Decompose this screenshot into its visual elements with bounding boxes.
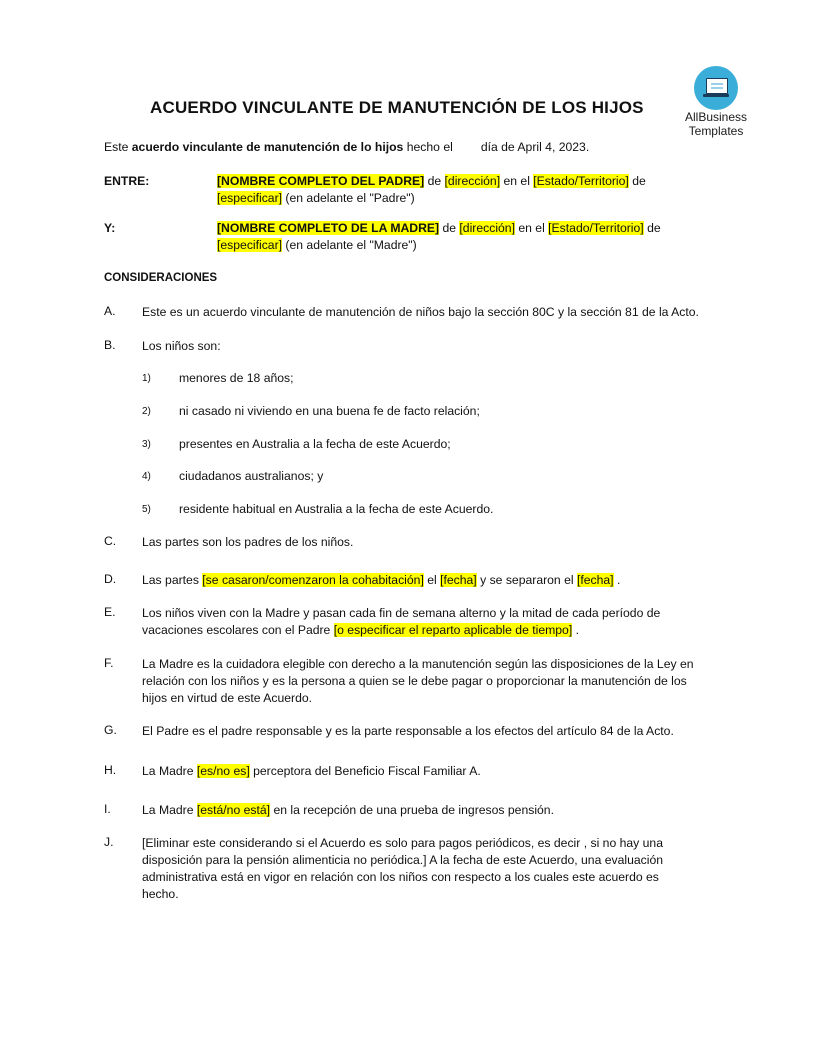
entre-label: ENTRE:	[104, 174, 150, 188]
entre-line-2: [especificar] (en adelante el "Padre")	[217, 191, 415, 205]
marriage-status-placeholder: [se casaron/comenzaron la cohabitación]	[202, 573, 424, 587]
item-d-text: Las partes [se casaron/comenzaron la cohabitación] el [fecha] y se separaron el [fecha] .	[142, 573, 621, 587]
item-j-text: [Eliminar este considerando si el Acuerdo es solo para pagos periódicos, es decir , si no hay una disposición para la pensión alimenticia no periódica.] A la fecha de este Acuerdo, una evaluación administrativa está en vigor en relación con los niños con respecto a los cuales este acuerdo es hecho.	[142, 836, 664, 901]
sub-item-number: 4)	[142, 471, 151, 482]
y-line-1: [NOMBRE COMPLETO DE LA MADRE] de [dirección] en el [Estado/Territorio] de	[217, 221, 661, 235]
item-e-line-2: vacaciones escolares con el Padre [o especificar el reparto aplicable de tiempo] .	[142, 623, 579, 637]
y-line-2: [especificar] (en adelante el "Madre")	[217, 238, 417, 252]
sub-item-text: menores de 18 años;	[179, 371, 294, 385]
item-letter: C.	[104, 534, 117, 548]
item-letter: I.	[104, 802, 111, 816]
mother-name-placeholder: [NOMBRE COMPLETO DE LA MADRE]	[217, 221, 440, 235]
item-e-line-1: Los niños viven con la Madre y pasan cada fin de semana alterno y la mitad de cada período de	[142, 606, 661, 620]
item-letter: D.	[104, 572, 117, 586]
item-letter: J.	[104, 835, 114, 849]
intro-date: día de April 4, 2023.	[480, 140, 590, 154]
considerations-heading: CONSIDERACIONES	[104, 272, 218, 284]
agreement-name: acuerdo vinculante de manutención de lo hijos	[131, 140, 404, 154]
item-i-text: La Madre [está/no está] en la recepción de una prueba de ingresos pensión.	[142, 803, 554, 817]
intro-paragraph: Este acuerdo vinculante de manutención de lo hijos hecho el día de April 4, 2023.	[104, 140, 590, 154]
item-c-text: Las partes son los padres de los niños.	[142, 535, 354, 549]
sub-item-number: 2)	[142, 406, 151, 417]
y-label: Y:	[104, 221, 116, 235]
custody-split-placeholder: [o especificar el reparto aplicable de tiempo]	[333, 623, 573, 637]
father-address-placeholder: [dirección]	[444, 174, 501, 188]
sub-item-text: ciudadanos australianos; y	[179, 469, 324, 483]
sub-item-text: ni casado ni viviendo en una buena fe de facto relación;	[179, 404, 480, 418]
sub-item-number: 5)	[142, 504, 151, 515]
date-placeholder: [fecha]	[576, 573, 614, 587]
sub-item-text: residente habitual en Australia a la fecha de este Acuerdo.	[179, 502, 494, 516]
item-letter: B.	[104, 338, 116, 352]
item-h-text: La Madre [es/no es] perceptora del Beneficio Fiscal Familiar A.	[142, 764, 481, 778]
mother-specify-placeholder: [especificar]	[217, 238, 283, 252]
sub-item-text: presentes en Australia a la fecha de este Acuerdo;	[179, 437, 451, 451]
mother-state-placeholder: [Estado/Territorio]	[548, 221, 644, 235]
benefit-status-placeholder: [es/no es]	[196, 764, 250, 778]
logo-text-line2: Templates	[688, 124, 744, 138]
father-specify-placeholder: [especificar]	[217, 191, 283, 205]
sub-item-number: 1)	[142, 373, 151, 384]
laptop-icon	[694, 66, 738, 110]
father-state-placeholder: [Estado/Territorio]	[533, 174, 629, 188]
mother-address-placeholder: [dirección]	[459, 221, 515, 235]
item-letter: H.	[104, 763, 117, 777]
entre-line-1: [NOMBRE COMPLETO DEL PADRE] de [dirección] en el [Estado/Territorio] de	[217, 174, 646, 188]
pension-status-placeholder: [está/no está]	[196, 803, 271, 817]
document-title: ACUERDO VINCULANTE DE MANUTENCIÓN DE LOS HIJOS	[150, 98, 644, 117]
item-letter: E.	[104, 605, 116, 619]
item-letter: A.	[104, 304, 116, 318]
logo-text-line1: AllBusiness	[684, 110, 748, 124]
item-g-text: El Padre es el padre responsable y es la parte responsable a los efectos del artículo 84 de la Acto.	[142, 724, 674, 738]
item-f-text: La Madre es la cuidadora elegible con derecho a la manutención según las disposiciones de la Ley en relación con los niños y es la persona a quien se le debe pagar o proporcionar la manutención de los hijos en virtud de este Acuerdo.	[142, 657, 694, 705]
sub-item-number: 3)	[142, 439, 151, 450]
item-a-text: Este es un acuerdo vinculante de manutención de niños bajo la sección 80C y la sección 81 de la Acto.	[142, 305, 699, 319]
item-b-text: Los niños son:	[142, 339, 221, 353]
item-letter: G.	[104, 723, 117, 737]
item-letter: F.	[104, 656, 114, 670]
allbusiness-logo	[678, 66, 754, 138]
date-placeholder: [fecha]	[440, 573, 477, 587]
father-name-placeholder: [NOMBRE COMPLETO DEL PADRE]	[217, 174, 425, 188]
